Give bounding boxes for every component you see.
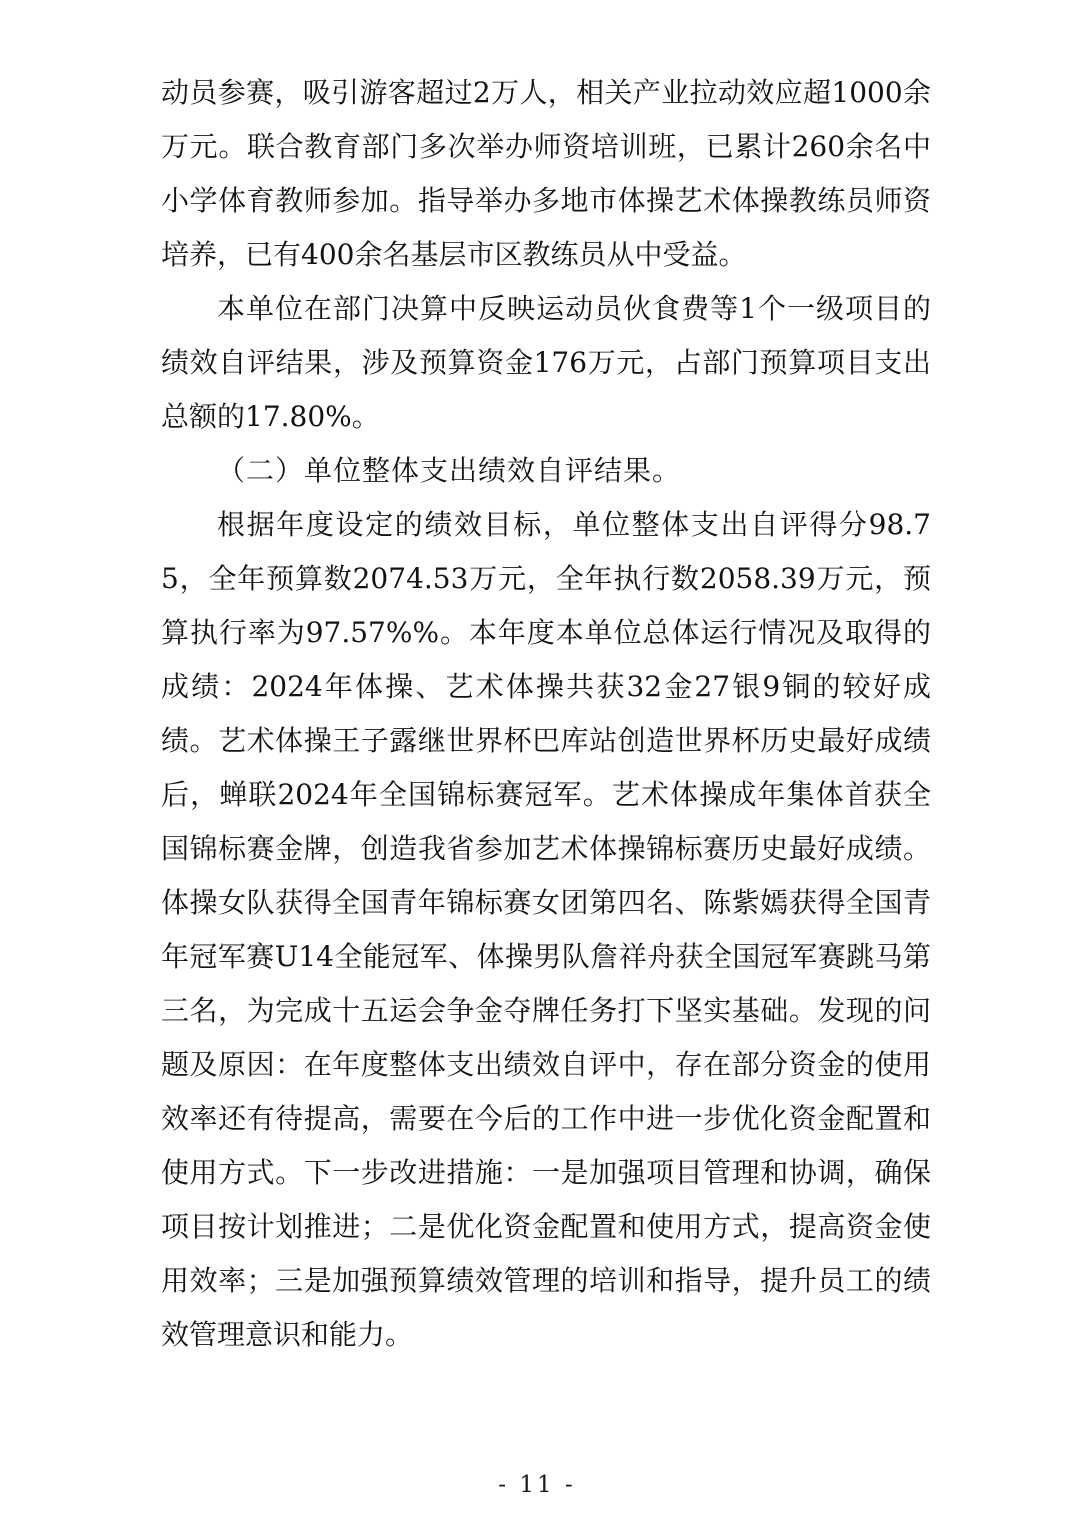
paragraph: 本单位在部门决算中反映运动员伙食费等1个一级项目的绩效自评结果，涉及预算资金176万元，占部门预算项目支出总额的17.80%。 [161,292,931,433]
document-body [161,66,931,1362]
page-footer [0,1472,1074,1498]
section-heading: （二）单位整体支出绩效自评结果。 [217,454,682,487]
paragraph: 根据年度设定的绩效目标，单位整体支出自评得分98.75，全年预算数2074.53万元，全年执行数2058.39万元，预算执行率为97.57%%。本年度本单位总体运行情况及取得的成绩：2024年体操、艺术体操共获32金27银9铜的较好成绩。艺术体操王子露继世界杯巴库站创造世界杯历史最好成绩后，蝉联2024年全国锦标赛冠军。艺术体操成年集体首获全国锦标赛金牌，创造我省参加艺术体操锦标赛历史最好成绩。体操女队获得全国青年锦标赛女团第四名、陈紫嫣获得全国青年冠军赛U14全能冠军、体操男队詹祥舟获全国冠军赛跳马第三名，为完成十五运会争金夺牌任务打下坚实基础。发现的问题及原因：在年度整体支出绩效自评中，存在部分资金的使用效率还有待提高，需要在今后的工作中进一步优化资金配置和使用方式。下一步改进措施：一是加强项目管理和协调，确保项目按计划推进；二是优化资金配置和使用方式，提高资金使用效率；三是加强预算绩效管理的培训和指导，提升员工的绩效管理意识和能力。 [161,508,931,1351]
paragraph: 动员参赛，吸引游客超过2万人，相关产业拉动效应超1000余万元。联合教育部门多次举办师资培训班，已累计260余名中小学体育教师参加。指导举办多地市体操艺术体操教练员师资培养，已有400余名基层市区教练员从中受益。 [161,76,931,271]
page-number: - 11 - [498,1472,576,1498]
